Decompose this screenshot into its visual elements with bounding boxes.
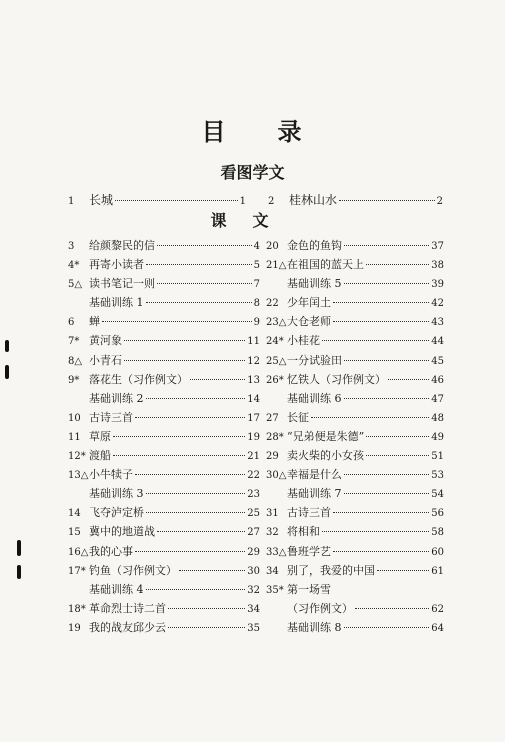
leader-dots (311, 417, 429, 418)
entry-title: 基础训练 8 (287, 620, 342, 634)
entry-number: 14 (68, 508, 81, 520)
entry-title: 大仓老师 (287, 315, 331, 329)
entry-page: 48 (431, 412, 444, 424)
entry-title: 长征 (287, 410, 309, 424)
entry-title: 小牛犊子 (89, 468, 133, 482)
entry-number: 5△ (68, 279, 83, 291)
leader-dots (146, 398, 246, 399)
entry-page: 53 (431, 470, 444, 482)
entry-page: 46 (431, 374, 444, 386)
toc-entry (266, 542, 444, 561)
entry-number: 19 (68, 622, 81, 634)
scan-mark (17, 540, 21, 556)
entry-number: 24* (266, 336, 284, 348)
entry-title: 我的心事 (89, 544, 133, 558)
entry-title: 将相和 (287, 525, 320, 539)
entry-page: 56 (431, 508, 444, 520)
entry-number: 2 (268, 196, 275, 207)
entry-page: 61 (431, 565, 444, 577)
leader-dots (102, 321, 252, 322)
entry-title: 古诗三首 (89, 410, 133, 424)
entry-page: 19 (247, 431, 260, 443)
entry-title: 在祖国的蓝天上 (287, 258, 364, 272)
entry-title: 长城 (89, 193, 114, 207)
entry-number: 16△ (68, 546, 89, 558)
toc-entry (266, 522, 444, 541)
entry-title: 读书笔记一则 (89, 277, 155, 291)
leader-dots (377, 570, 429, 571)
entry-number: 25△ (266, 355, 287, 367)
toc-entry (68, 293, 260, 312)
toc-entry (68, 561, 260, 580)
entry-title: 基础训练 4 (89, 582, 144, 596)
entry-title: 渡船 (89, 449, 111, 463)
toc-entry (68, 465, 260, 484)
toc-entry (68, 236, 260, 255)
entry-title: 别了，我爱的中国 (287, 563, 375, 577)
entry-title: 一分试验田 (287, 353, 342, 367)
entry-title: 少年闰土 (287, 296, 331, 310)
leader-dots (157, 283, 252, 284)
leader-dots (366, 436, 429, 437)
entry-page: 60 (431, 546, 444, 558)
entry-title: 草原 (89, 429, 111, 443)
entry-title: 基础训练 1 (89, 296, 144, 310)
toc-entry (266, 446, 444, 465)
entry-page: 42 (431, 298, 444, 310)
entry-title: 钓鱼（习作例文） (89, 563, 177, 577)
entry-page: 17 (247, 412, 260, 424)
leader-dots (344, 283, 430, 284)
leader-dots (135, 417, 245, 418)
entry-page: 1 (239, 196, 246, 207)
entry-number: 21△ (266, 260, 287, 272)
leader-dots (157, 245, 252, 246)
entry-page: 30 (247, 565, 260, 577)
entry-number: 11 (68, 431, 81, 443)
toc-entry (68, 389, 260, 408)
entry-number: 18* (68, 603, 86, 615)
entry-title: 蝉 (89, 315, 100, 329)
entry-title: 黄河象 (89, 334, 122, 348)
entry-title: 革命烈士诗二首 (89, 601, 166, 615)
entry-page: 14 (247, 393, 260, 405)
entry-title: 小青石 (89, 353, 122, 367)
entry-title: 古诗三首 (287, 506, 331, 520)
toc-entry (266, 484, 444, 503)
toc-entry (266, 274, 444, 293)
leader-dots (366, 455, 429, 456)
entry-number: 8△ (68, 355, 83, 367)
entry-page: 23 (247, 489, 260, 501)
entry-number: 35* (266, 584, 284, 596)
entry-number: 28* (266, 431, 284, 443)
entry-page: 25 (247, 508, 260, 520)
toc-left-column (68, 236, 260, 637)
entry-page: 51 (431, 451, 444, 463)
toc-entry (266, 293, 444, 312)
toc-entry (266, 580, 444, 599)
entry-title: 基础训练 6 (287, 391, 342, 405)
leader-dots (344, 360, 429, 361)
entry-number: 15 (68, 527, 81, 539)
entry-number: 26* (266, 374, 284, 386)
leader-dots (135, 474, 245, 475)
leader-dots (333, 551, 429, 552)
entry-title: 鲁班学艺 (287, 544, 331, 558)
entry-title: 冀中的地道战 (89, 525, 155, 539)
toc-entry (266, 389, 444, 408)
entry-page: 64 (431, 622, 444, 634)
toc-entry (68, 331, 260, 350)
toc-entry (68, 484, 260, 503)
entry-number: 32 (266, 527, 279, 539)
toc-entry (68, 312, 260, 331)
leader-dots (190, 379, 245, 380)
entry-page: 38 (431, 260, 444, 272)
toc-entry (68, 446, 260, 465)
leader-dots (157, 531, 245, 532)
entry-page: 47 (431, 393, 444, 405)
entry-page: 54 (431, 489, 444, 501)
page-title (0, 112, 505, 147)
entry-page: 39 (431, 279, 444, 291)
toc-entry (266, 465, 444, 484)
entry-page: 35 (247, 622, 260, 634)
toc-entry (266, 561, 444, 580)
scan-mark (5, 365, 9, 379)
entry-page: 22 (247, 470, 260, 482)
leader-dots (344, 474, 429, 475)
entry-title: 卖火柴的小女孩 (287, 449, 364, 463)
entry-number: 10 (68, 412, 81, 424)
toc-entry (266, 503, 444, 522)
entry-page: 44 (431, 336, 444, 348)
leader-dots (168, 627, 245, 628)
leader-dots (113, 436, 245, 437)
toc-entry (68, 542, 260, 561)
entry-page: 43 (431, 317, 444, 329)
entry-page: 37 (431, 241, 444, 252)
entry-page: 11 (247, 336, 260, 348)
entry-number: 1 (68, 196, 75, 207)
entry-title: “兄弟便是朱德” (287, 429, 365, 443)
scan-mark (5, 340, 9, 352)
entry-page: 7 (253, 279, 260, 291)
entry-page: 45 (431, 355, 444, 367)
leader-dots (344, 398, 430, 399)
leader-dots (146, 302, 252, 303)
entry-page: 27 (247, 527, 260, 539)
entry-number: 9* (68, 374, 80, 386)
entry-page: 4 (253, 241, 260, 252)
toc-entry (268, 191, 443, 208)
entry-page: 29 (247, 546, 260, 558)
leader-dots (146, 493, 246, 494)
entry-number: 12* (68, 451, 86, 463)
leader-dots (168, 608, 245, 609)
entry-number: 7* (68, 336, 80, 348)
leader-dots (146, 589, 246, 590)
toc-entry (68, 427, 260, 446)
section-heading-picture-study: 看图学文 (220, 163, 285, 182)
toc-entry (68, 370, 260, 389)
toc-entry (266, 255, 444, 274)
toc-entry (266, 408, 444, 427)
leader-dots (115, 200, 238, 201)
toc-entry (266, 618, 444, 637)
entry-number: 33△ (266, 546, 287, 558)
entry-number: 27 (266, 412, 279, 424)
entry-title: 第一场雪 (287, 582, 331, 596)
toc-entry (266, 331, 444, 350)
entry-page: 13 (247, 374, 260, 386)
toc-entry (68, 191, 246, 208)
entry-page: 5 (253, 260, 260, 272)
entry-page: 58 (431, 527, 444, 539)
scan-mark (17, 565, 21, 579)
toc-entry (266, 427, 444, 446)
entry-title: 小桂花 (287, 334, 320, 348)
leader-dots (333, 321, 429, 322)
entry-number: 31 (266, 508, 279, 520)
entry-title: 忆铁人（习作例文） (287, 372, 386, 386)
leader-dots (344, 493, 430, 494)
entry-page: 9 (253, 317, 260, 329)
leader-dots (146, 264, 252, 265)
entry-title: 给颜黎民的信 (89, 239, 155, 252)
toc-entry (68, 408, 260, 427)
entry-title: 我的战友邱少云 (89, 620, 166, 634)
entry-page: 32 (247, 584, 260, 596)
entry-title: 基础训练 3 (89, 487, 144, 501)
leader-dots (333, 512, 429, 513)
toc-entry (266, 236, 444, 255)
toc-entry (68, 503, 260, 522)
entry-number: 13△ (68, 470, 89, 482)
leader-dots (113, 455, 245, 456)
toc-right-column (266, 236, 444, 637)
entry-title: 落花生（习作例文） (89, 372, 188, 386)
entry-title: 桂林山水 (289, 193, 338, 207)
entry-number: 4* (68, 260, 80, 272)
toc-entry (266, 312, 444, 331)
leader-dots (344, 627, 430, 628)
toc-entry (266, 370, 444, 389)
toc-entry (68, 522, 260, 541)
leader-dots (146, 512, 245, 513)
entry-page: 8 (253, 298, 260, 310)
entry-number: 34 (266, 565, 279, 577)
leader-dots (388, 379, 429, 380)
toc-entry (68, 580, 260, 599)
entry-page: 62 (431, 603, 444, 615)
leader-dots (322, 531, 429, 532)
toc-entry (68, 618, 260, 637)
entry-page: 34 (247, 603, 260, 615)
entry-number: 23△ (266, 317, 287, 329)
toc-entry (266, 351, 444, 370)
section-heading-texts: 课文 (210, 211, 295, 230)
entry-title: 幸福是什么 (287, 468, 342, 482)
entry-number: 17* (68, 565, 86, 577)
toc-entry (68, 599, 260, 618)
entry-number: 20 (266, 241, 279, 252)
entry-page: 21 (247, 451, 260, 463)
entry-title: 金色的鱼钩 (287, 239, 342, 252)
entry-page: 2 (436, 196, 443, 207)
leader-dots (366, 264, 429, 265)
toc-entry (68, 351, 260, 370)
leader-dots (355, 608, 429, 609)
title-char-1: 目 (201, 117, 228, 146)
toc-entry (266, 599, 444, 618)
leader-dots (124, 360, 245, 361)
entry-title: 基础训练 2 (89, 391, 144, 405)
toc-entry (68, 274, 260, 293)
entry-page: 49 (431, 431, 444, 443)
leader-dots (333, 302, 429, 303)
entry-number: 30△ (266, 470, 287, 482)
entry-number: 29 (266, 451, 279, 463)
leader-dots (179, 570, 245, 571)
leader-dots (339, 200, 435, 201)
title-char-2: 录 (277, 117, 304, 146)
entry-number: 6 (68, 317, 75, 329)
entry-number: 3 (68, 241, 75, 252)
leader-dots (322, 340, 429, 341)
entry-page: 12 (247, 355, 260, 367)
leader-dots (344, 245, 429, 246)
leader-dots (124, 340, 245, 341)
entry-title: （习作例文） (287, 601, 353, 615)
entry-title: 再寄小读者 (89, 258, 144, 272)
entry-title: 基础训练 7 (287, 487, 342, 501)
toc-entry (68, 255, 260, 274)
leader-dots (135, 551, 245, 552)
entry-number: 22 (266, 298, 279, 310)
entry-title: 飞夺泸定桥 (89, 506, 144, 520)
entry-title: 基础训练 5 (287, 277, 342, 291)
